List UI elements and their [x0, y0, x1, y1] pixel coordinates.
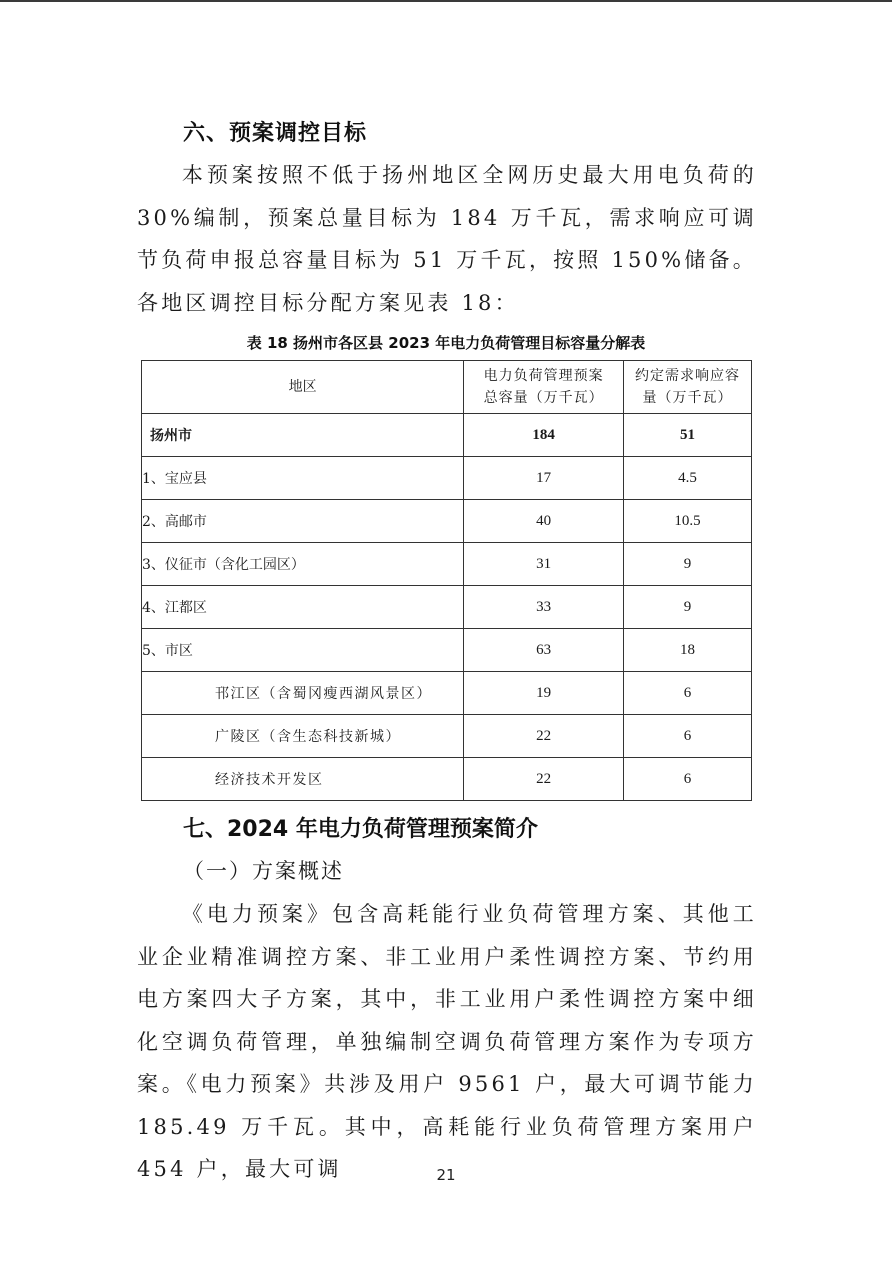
- section-6-paragraph: [137, 154, 757, 324]
- region-cell: 扬州市: [142, 414, 464, 457]
- table-row: [142, 672, 752, 715]
- region-cell: 5、市区: [142, 629, 464, 672]
- section-7-paragraph: [137, 893, 757, 1191]
- demand-response-cell: 6: [624, 715, 752, 758]
- header-plan-total-text: 电力负荷管理预案总容量（万千瓦）: [483, 368, 604, 406]
- table-row: [142, 586, 752, 629]
- demand-response-cell: 10.5: [624, 500, 752, 543]
- plan-total-cell: 22: [464, 715, 624, 758]
- demand-response-cell: 9: [624, 586, 752, 629]
- demand-response-cell: 51: [624, 414, 752, 457]
- header-demand-response-text: 约定需求响应容量（万千瓦）: [635, 368, 741, 406]
- section-7-subheading: （一）方案概述: [183, 859, 344, 883]
- capacity-breakdown-table: [141, 360, 752, 801]
- section-7-paragraph-text: 《电力预案》包含高耗能行业负荷管理方案、其他工业企业精准调控方案、非工业用户柔性调控方案、节约用电方案四大子方案，其中，非工业用户柔性调控方案中细化空调负荷管理，单独编制空调负荷管理方案作为专项方案。《电力预案》共涉及用户 9561 户，最大可调节能力 185.49 万千瓦。其中，高耗能行业负荷管理方案用户 454 户，最大可调: [137, 902, 757, 1181]
- region-cell: 1、宝应县: [142, 457, 464, 500]
- demand-response-cell: 6: [624, 758, 752, 801]
- region-cell: 经济技术开发区: [142, 758, 464, 801]
- table-row: [142, 414, 752, 457]
- table-caption: 表 18 扬州市各区县 2023 年电力负荷管理目标容量分解表: [246, 334, 646, 352]
- table-row: [142, 715, 752, 758]
- table-row: [142, 543, 752, 586]
- plan-total-cell: 63: [464, 629, 624, 672]
- header-demand-response: [624, 361, 752, 414]
- header-plan-total: [464, 361, 624, 414]
- region-cell: 邗江区（含蜀冈瘦西湖风景区）: [142, 672, 464, 715]
- section-6-heading: 六、预案调控目标: [183, 121, 368, 146]
- demand-response-cell: 18: [624, 629, 752, 672]
- region-cell: 广陵区（含生态科技新城）: [142, 715, 464, 758]
- region-cell: 3、仪征市（含化工园区）: [142, 543, 464, 586]
- table-row: [142, 629, 752, 672]
- table-row: [142, 457, 752, 500]
- region-cell: 4、江都区: [142, 586, 464, 629]
- section-6-paragraph-text: 本预案按照不低于扬州地区全网历史最大用电负荷的30%编制，预案总量目标为 184 万千瓦，需求响应可调节负荷申报总容量目标为 51 万千瓦，按照 150%储备。各地区调控目标分配方案见表 18：: [137, 163, 757, 315]
- demand-response-cell: 4.5: [624, 457, 752, 500]
- plan-total-cell: 33: [464, 586, 624, 629]
- plan-total-cell: 184: [464, 414, 624, 457]
- page-top-border: [0, 0, 892, 2]
- plan-total-cell: 40: [464, 500, 624, 543]
- table-header-row: [142, 361, 752, 414]
- plan-total-cell: 19: [464, 672, 624, 715]
- region-cell: 2、高邮市: [142, 500, 464, 543]
- header-region: 地区: [142, 361, 464, 414]
- section-7-heading: 七、2024 年电力负荷管理预案简介: [183, 817, 538, 842]
- table-row: [142, 758, 752, 801]
- plan-total-cell: 31: [464, 543, 624, 586]
- plan-total-cell: 22: [464, 758, 624, 801]
- demand-response-cell: 6: [624, 672, 752, 715]
- page-number: 21: [436, 1166, 456, 1184]
- table-row: [142, 500, 752, 543]
- demand-response-cell: 9: [624, 543, 752, 586]
- plan-total-cell: 17: [464, 457, 624, 500]
